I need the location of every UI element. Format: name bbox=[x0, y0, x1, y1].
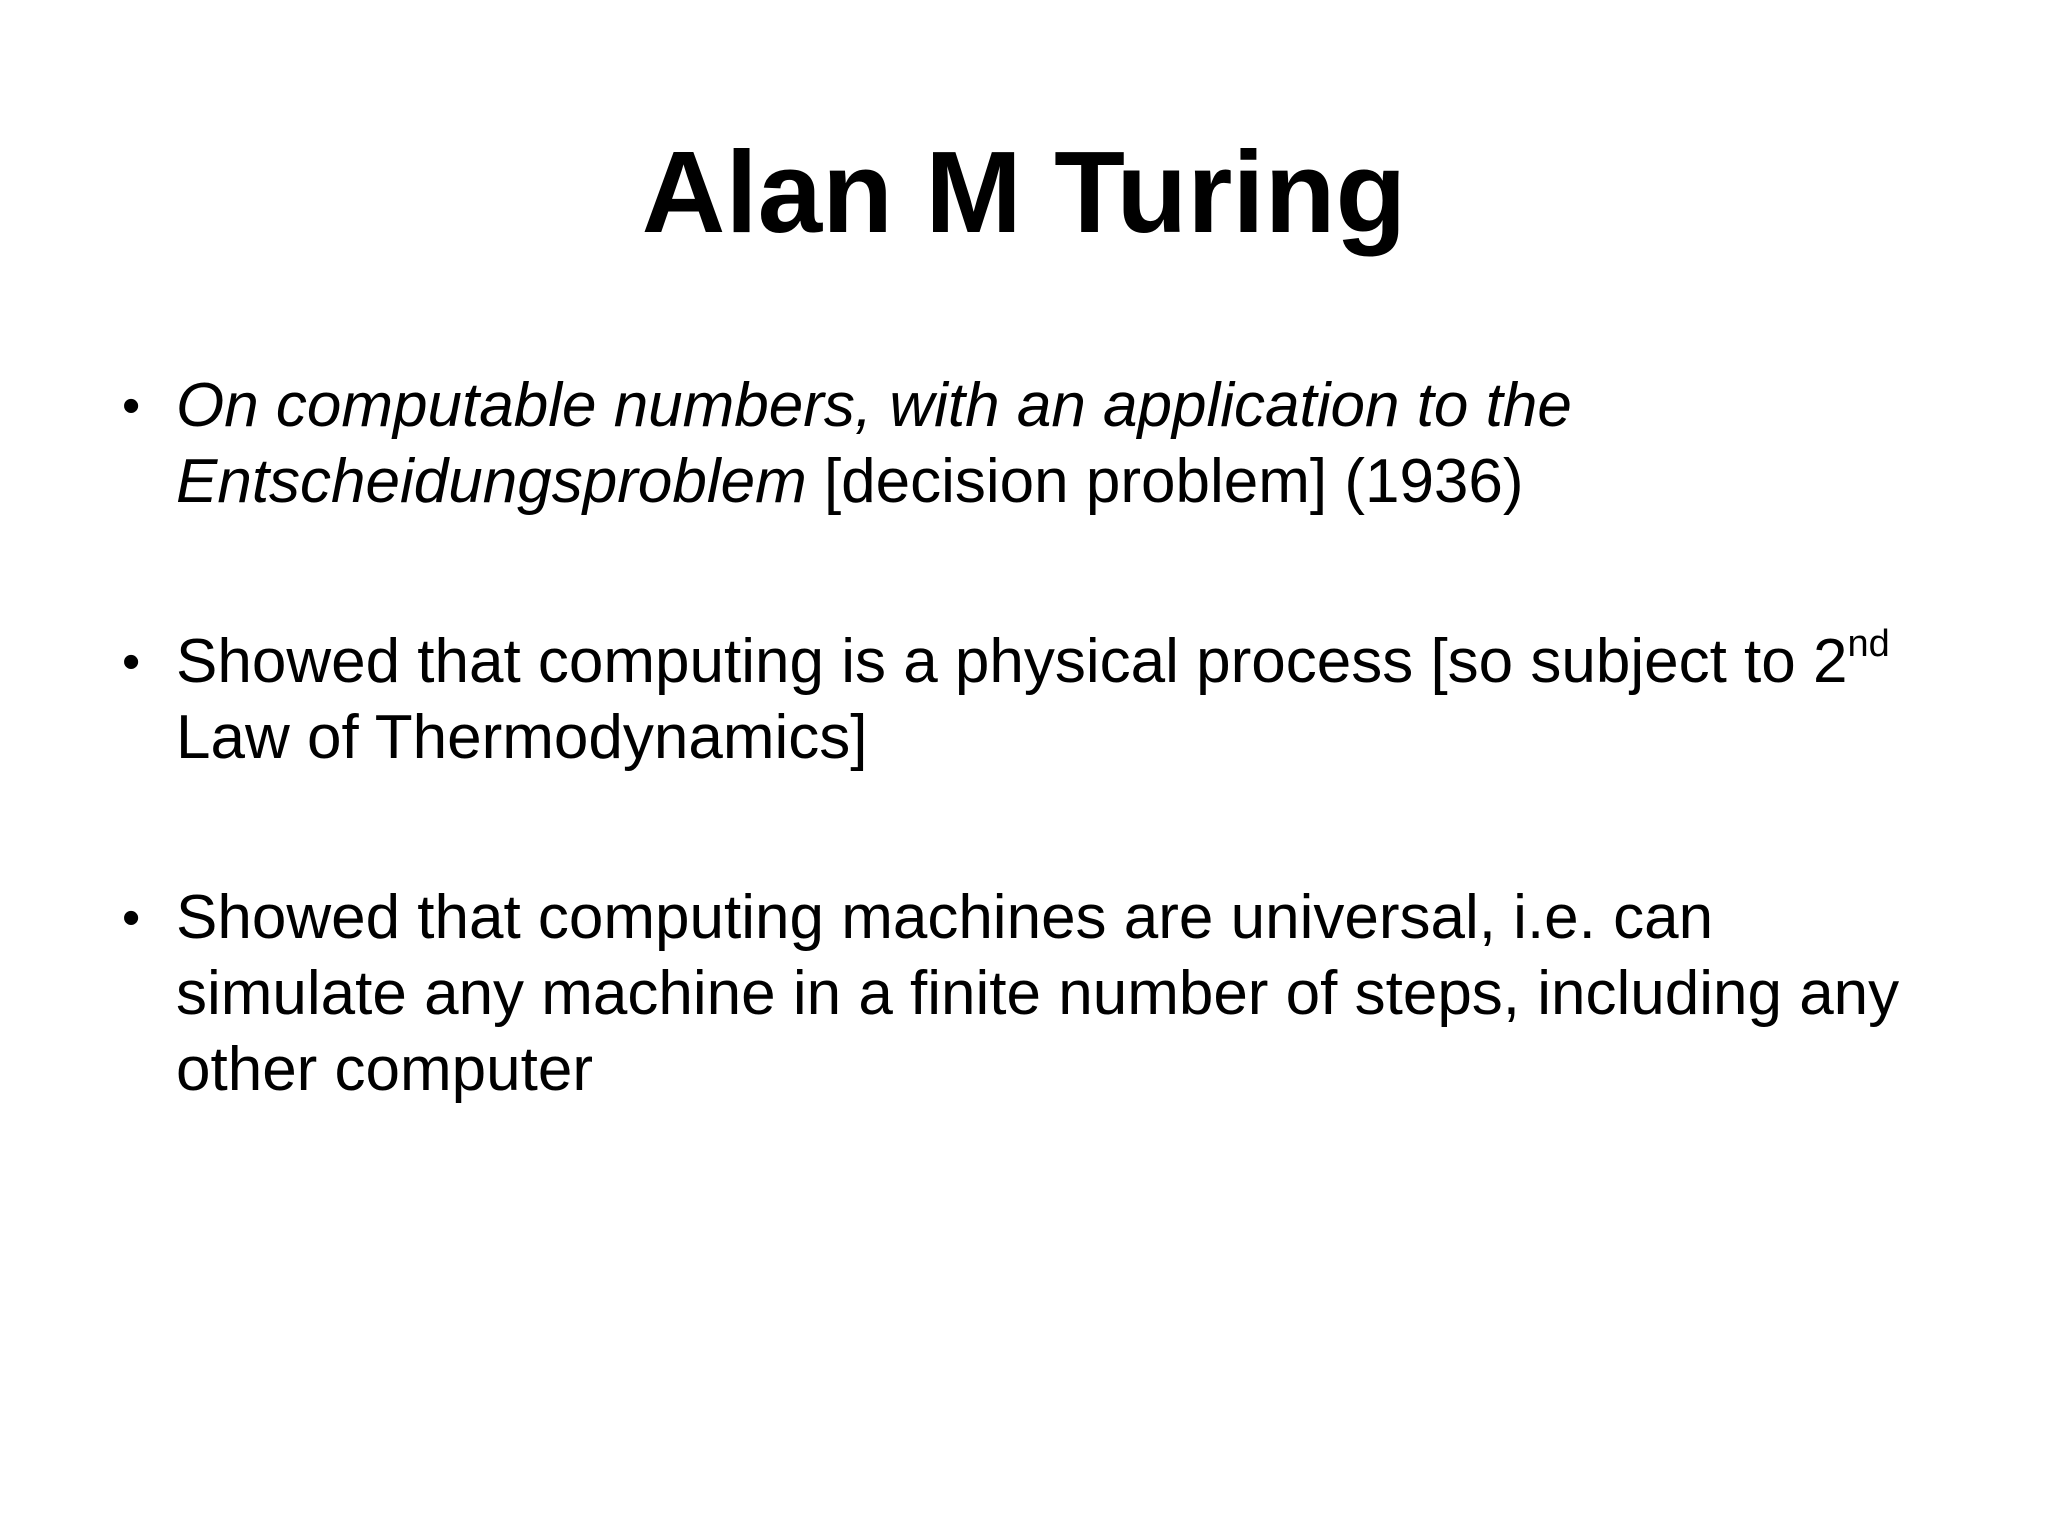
universal-machines-text: Showed that computing machines are universal, i.e. can simulate any machine in a finite number of steps, including any other computer bbox=[176, 883, 1900, 1104]
bullet-icon: • bbox=[122, 633, 141, 691]
bullet-icon: • bbox=[122, 377, 141, 435]
bullet-item-universal bbox=[122, 880, 1942, 1108]
paper-title: On computable numbers, with an application to the Entscheidungsproblem bbox=[176, 371, 1572, 516]
slide-title: Alan M Turing bbox=[641, 127, 1407, 257]
paper-note: [decision problem] (1936) bbox=[806, 447, 1524, 516]
physical-process-text: Showed that computing is a physical process [so subject to 2 bbox=[176, 627, 1848, 696]
bullet-item-physical-process bbox=[122, 624, 1942, 776]
bullet-item-paper bbox=[122, 368, 1942, 520]
ordinal-superscript: nd bbox=[1847, 623, 1890, 665]
thermodynamics-text: Law of Thermodynamics] bbox=[176, 703, 868, 772]
bullet-list bbox=[122, 368, 1942, 1212]
bullet-icon: • bbox=[122, 889, 141, 947]
